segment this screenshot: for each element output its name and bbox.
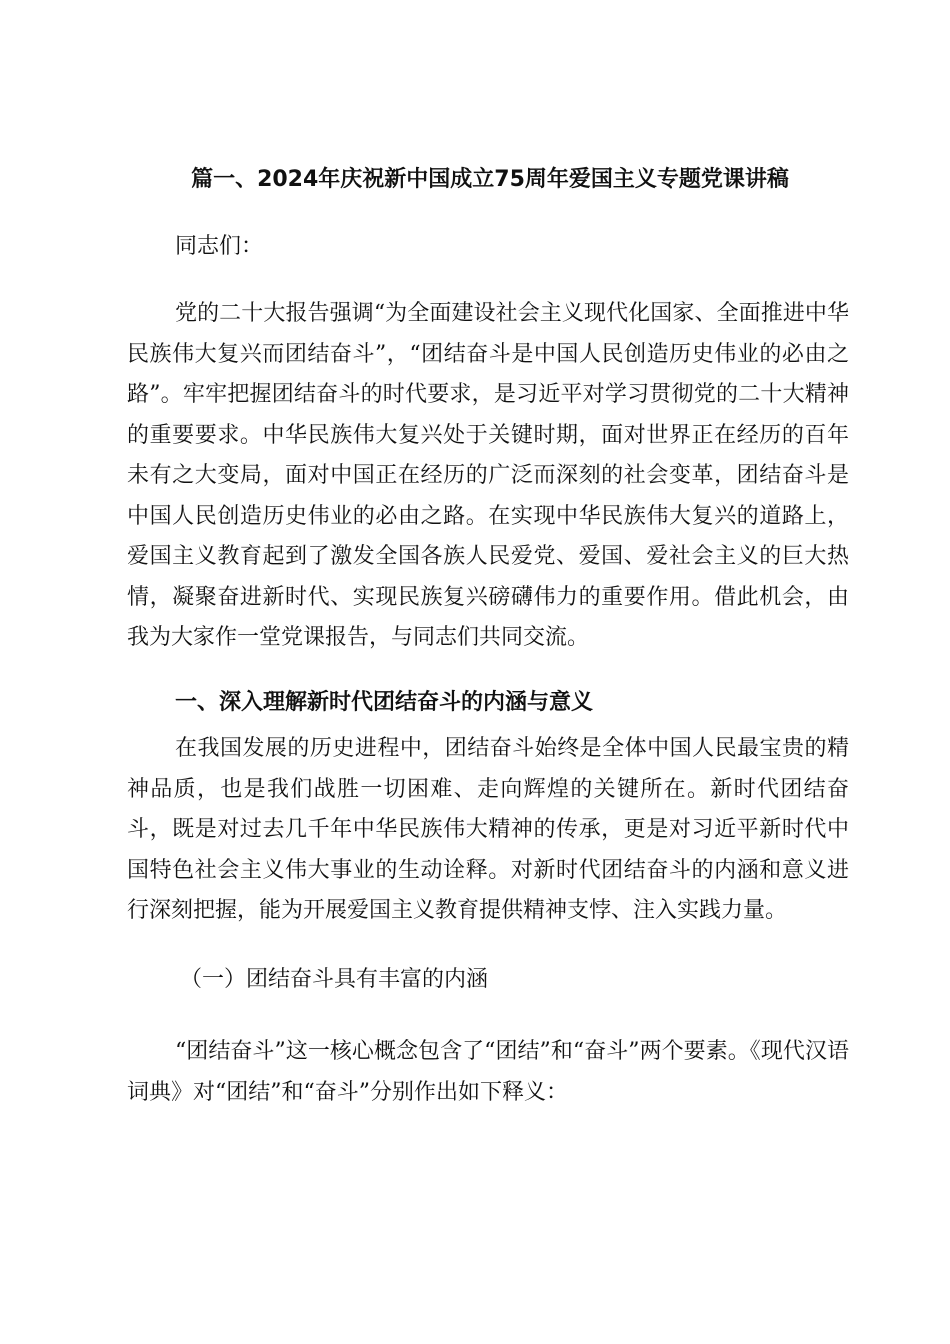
subsection-heading-1: （一）团结奋斗具有丰富的内涵 [180,967,489,992]
section-heading-1: 一、深入理解新时代团结奋斗的内涵与意义 [175,690,594,715]
body-paragraph-3: “团结奋斗”这一核心概念包含了“团结”和“奋斗”两个要素。《现代汉语词典》对“团结”和“奋斗”分别作出如下释义： [127,1039,849,1105]
body-paragraph-2: 在我国发展的历史进程中，团结奋斗始终是全体中国人民最宝贵的精神品质，也是我们战胜一切困难、走向辉煌的关键所在。新时代团结奋斗，既是对过去几千年中华民族伟大精神的传承，更是对习近平新时代中国特色社会主义伟大事业的生动诠释。对新时代团结奋斗的内涵和意义进行深刻把握，能为开展爱国主义教育提供精神支悖、注入实践力量。 [127,736,849,923]
greeting-text: 同志们： [175,234,264,259]
document-title: 篇一、2024年庆祝新中国成立75周年爱国主义专题党课讲稿 [191,167,789,192]
body-paragraph-1: 党的二十大报告强调“为全面建设社会主义现代化国家、全面推进中华民族伟大复兴而团结奋斗”，“团结奋斗是中国人民创造历史伟业的必由之路”。牢牢把握团结奋斗的时代要求，是习近平对学习贯彻党的二十大精神的重要要求。中华民族伟大复兴处于关键时期，面对世界正在经历的百年未有之大变局，面对中国正在经历的广泛而深刻的社会变革，团结奋斗是中国人民创造历史伟业的必由之路。在实现中华民族伟大复兴的道路上，爱国主义教育起到了激发全国各族人民爱党、爱国、爱社会主义的巨大热情，凝聚奋进新时代、实现民族复兴磅礴伟力的重要作用。借此机会，由我为大家作一堂党课报告，与同志们共同交流。 [127,301,849,650]
